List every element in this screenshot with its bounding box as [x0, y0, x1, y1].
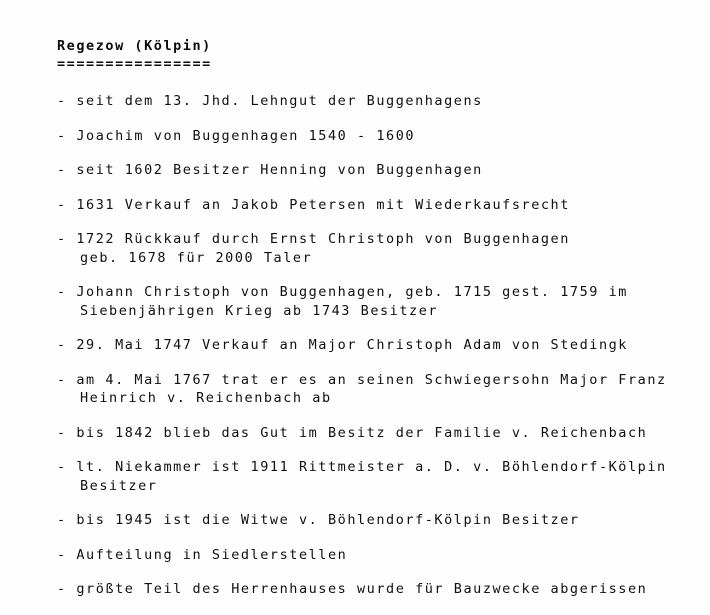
list-item	[57, 580, 702, 599]
entry-primary-line: - bis 1945 ist die Witwe v. Böhlendorf-Kölpin Besitzer	[57, 512, 580, 528]
entry-primary-line: - 1631 Verkauf an Jakob Petersen mit Wiederkaufsrecht	[57, 196, 570, 213]
list-item	[57, 92, 702, 111]
document-body	[57, 38, 702, 615]
list-item	[57, 127, 702, 146]
entry-continuation-line: Besitzer	[80, 477, 158, 494]
list-item	[57, 458, 702, 495]
entry-continuation-line: geb. 1678 für 2000 Taler	[80, 249, 313, 266]
list-item	[57, 230, 702, 267]
entry-primary-line: - Johann Christoph von Buggenhagen, geb. 1715 gest. 1759 im	[57, 284, 628, 300]
entry-primary-line: - Aufteilung in Siedlerstellen	[57, 546, 348, 563]
entry-primary-line: - lt. Niekammer ist 1911 Rittmeister a. D. v. Böhlendorf-Kölpin	[57, 459, 667, 475]
title-underline-rule: ================	[57, 56, 212, 72]
entry-primary-line: - Joachim von Buggenhagen 1540 - 1600	[57, 127, 416, 144]
list-item	[57, 511, 702, 530]
entry-primary-line: - 29. Mai 1747 Verkauf an Major Christoph Adam von Stedingk	[57, 337, 628, 353]
entry-continuation-line: Heinrich v. Reichenbach ab	[80, 390, 332, 406]
entry-primary-line: - am 4. Mai 1767 trat er es an seinen Schwiegersohn Major Franz	[57, 371, 667, 388]
entry-primary-line: - bis 1842 blieb das Gut im Besitz der Familie v. Reichenbach	[57, 424, 648, 441]
entry-primary-line: - seit 1602 Besitzer Henning von Buggenhagen	[57, 162, 483, 178]
history-entry-list	[57, 92, 702, 599]
list-item	[57, 336, 702, 355]
list-item	[57, 161, 702, 180]
list-item	[57, 546, 702, 565]
list-item	[57, 283, 702, 320]
list-item	[57, 371, 702, 408]
entry-primary-line: - größte Teil des Herrenhauses wurde für Bauzwecke abgerissen	[57, 581, 648, 597]
entry-primary-line: - 1722 Rückkauf durch Ernst Christoph von Buggenhagen	[57, 231, 570, 247]
entry-continuation-line: Siebenjährigen Krieg ab 1743 Besitzer	[80, 302, 439, 319]
entry-primary-line: - seit dem 13. Jhd. Lehngut der Buggenhagens	[57, 93, 483, 109]
list-item	[57, 424, 702, 443]
page-title: Regezow (Kölpin)	[57, 38, 212, 54]
list-item	[57, 196, 702, 215]
